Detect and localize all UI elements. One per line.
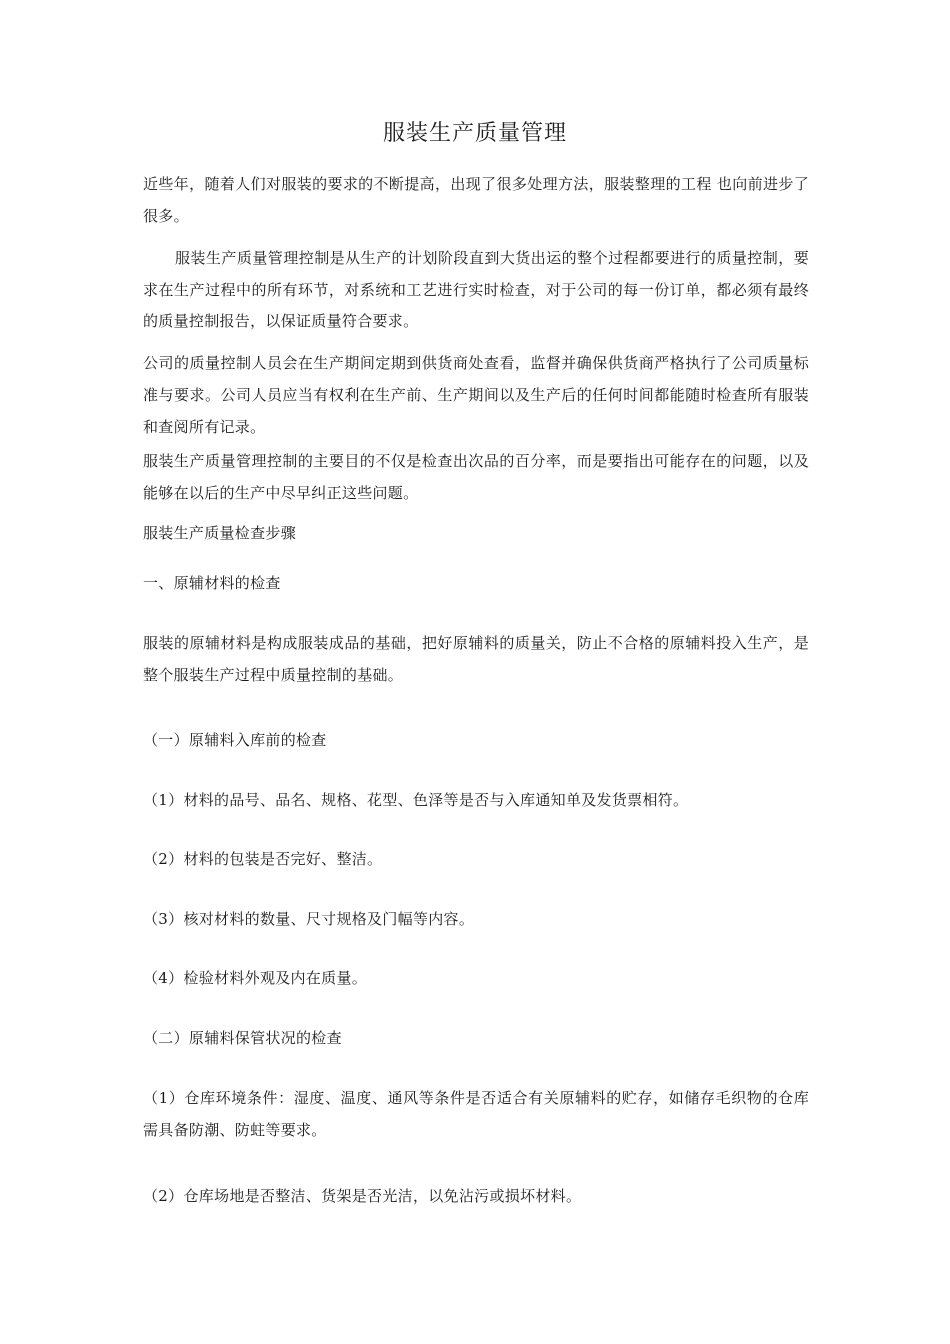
paragraph-main-purpose: 服装生产质量管理控制的主要目的不仅是检查出次品的百分率，而是要指出可能存在的问题，以及能够在以后的生产中尽早纠正这些问题。 <box>143 452 809 502</box>
paragraph-quality-control-definition: 服装生产质量管理控制是从生产的计划阶段直到大货出运的整个过程都要进行的质量控制，要求在生产过程中的所有环节，对系统和工艺进行实时检查，对于公司的每一份订单，都必须有最终的质量控制报告，以保证质量符合要求。 <box>143 249 809 330</box>
list-item-2-2: （2）仓库场地是否整洁、货架是否光洁，以免沾污或损坏材料。 <box>143 1187 582 1205</box>
list-item-2-1: （1）仓库环境条件：湿度、温度、通风等条件是否适合有关原辅料的贮存，如储存毛织物的仓库需具备防潮、防蛀等要求。 <box>143 1089 809 1139</box>
heading-section-one: 一、原辅材料的检查 <box>143 574 281 592</box>
list-item-1-1: （1）材料的品号、品名、规格、花型、色泽等是否与入库通知单及发货票相符。 <box>143 791 689 809</box>
heading-subsection-two: （二）原辅料保管状况的检查 <box>143 1029 342 1047</box>
heading-subsection-one: （一）原辅料入库前的检查 <box>143 731 327 749</box>
paragraph-raw-materials: 服装的原辅材料是构成服装成品的基础，把好原辅料的质量关，防止不合格的原辅料投入生产，是整个服装生产过程中质量控制的基础。 <box>143 634 809 684</box>
paragraph-inspector-duties: 公司的质量控制人员会在生产期间定期到供货商处查看，监督并确保供货商严格执行了公司质量标准与要求。公司人员应当有权利在生产前、生产期间以及生产后的任何时间都能随时检查所有服装和查阅所有记录。 <box>143 354 809 436</box>
list-item-1-3: （3）核对材料的数量、尺寸规格及门幅等内容。 <box>143 910 475 928</box>
heading-inspection-steps: 服装生产质量检查步骤 <box>143 524 297 542</box>
list-item-1-2: （2）材料的包装是否完好、整洁。 <box>143 850 383 868</box>
document-title: 服装生产质量管理 <box>382 121 567 146</box>
list-item-1-4: （4）检验材料外观及内在质量。 <box>143 969 368 987</box>
paragraph-intro: 近些年，随着人们对服装的要求的不断提高，出现了很多处理方法，服装整理的工程 也向前进步了很多。 <box>143 175 809 225</box>
